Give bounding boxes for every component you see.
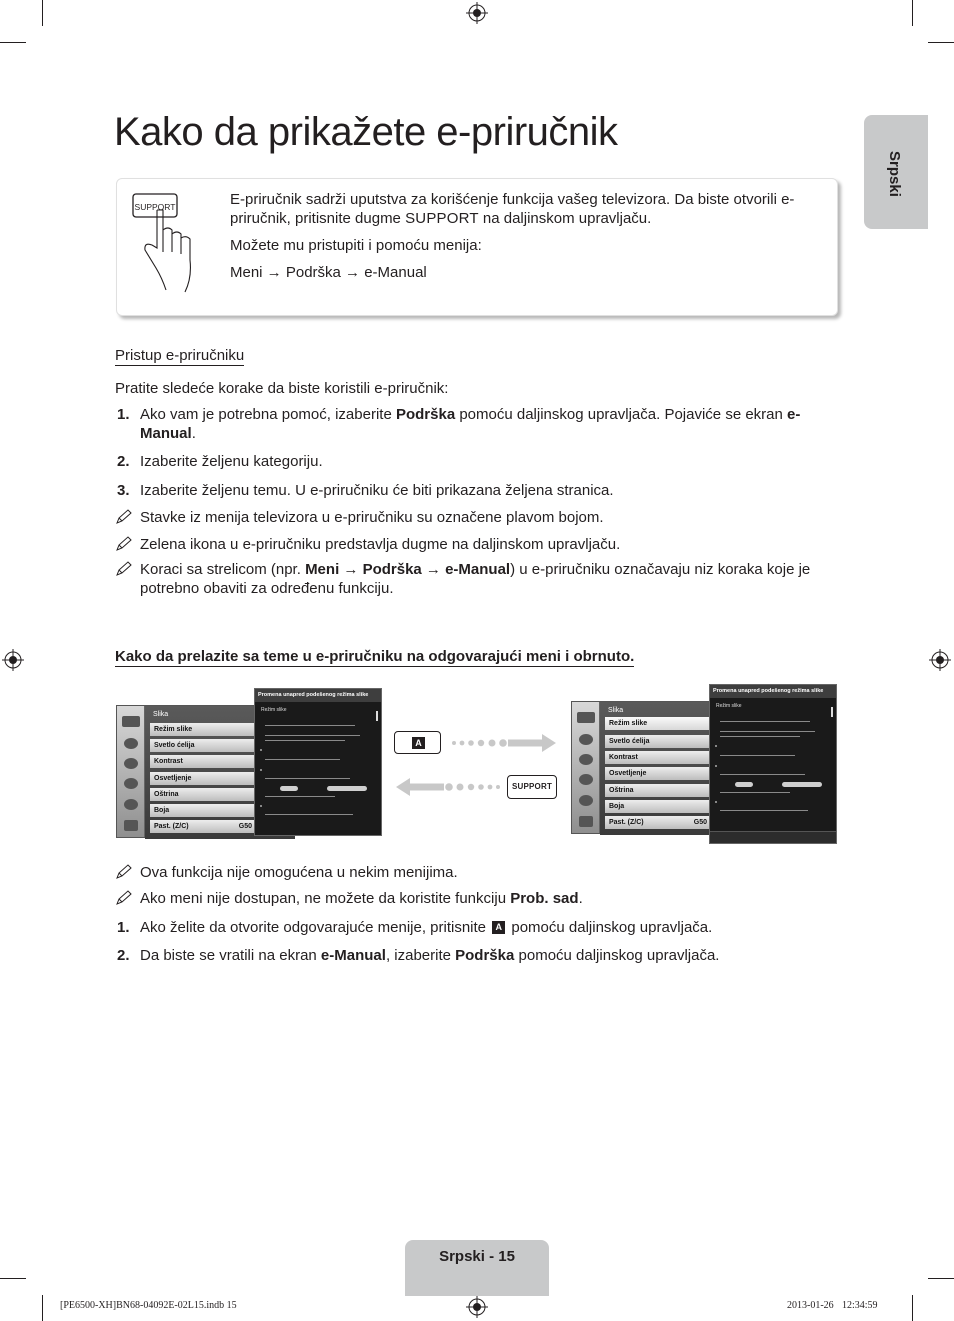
emanual-text-line	[265, 778, 350, 779]
emanual-text-line	[265, 814, 353, 815]
note-item	[115, 889, 815, 908]
system-gear-icon	[579, 795, 593, 806]
hand-pressing-support-icon	[130, 190, 210, 298]
step-text: Da biste se vratili na ekran	[140, 947, 321, 964]
picture-icon	[577, 712, 595, 723]
note-pencil-icon	[115, 560, 133, 578]
note-pencil-icon	[115, 863, 133, 881]
emanual-subtitle: Režim slike	[261, 707, 287, 713]
network-icon	[124, 778, 138, 789]
sound-icon	[579, 734, 593, 745]
page-number: Srpski - 15	[439, 1248, 515, 1265]
menu-item[interactable]: Režim slike	[150, 723, 258, 736]
emanual-text-line	[720, 731, 815, 732]
menu-item[interactable]: Oštrina	[150, 788, 258, 801]
menu-term: e-Manual	[320, 947, 386, 964]
support-key-label: SUPPORT	[134, 202, 176, 212]
intro-text-part: na daljinskom upravljaču.	[478, 210, 652, 227]
emanual-subtitle: Režim slike	[716, 703, 742, 709]
emanual-text-line	[265, 796, 335, 797]
intro-text	[230, 190, 830, 290]
menu-item[interactable]: Svetlo ćelija	[150, 739, 258, 752]
note-item	[115, 863, 815, 882]
emanual-bullet	[260, 769, 262, 771]
emanual-scrollbar[interactable]	[831, 707, 833, 717]
emanual-bullet	[260, 749, 262, 751]
emanual-link-pill[interactable]	[327, 786, 367, 791]
emanual-text-line	[720, 774, 805, 775]
menu-item[interactable]: Svetlo ćelija	[605, 735, 713, 748]
tv-sidebar	[572, 702, 600, 833]
picture-icon	[122, 716, 140, 727]
menu-item[interactable]: Osvetljenje	[150, 772, 258, 785]
menu-title: Slika	[153, 711, 169, 718]
crop-mark	[928, 1278, 954, 1279]
note-pencil-icon	[115, 535, 133, 553]
crop-mark	[42, 1295, 43, 1321]
menu-term: Podrška	[455, 947, 515, 964]
button-a-label: A	[412, 737, 425, 749]
menu-item-selected[interactable]: Režim slike	[605, 717, 713, 730]
intro-text-part: E-priručnik sadrži uputstva za korišćenje funkcija vašeg televizora. Da biste otvorili e-priručnik, pritisnite dugme	[230, 191, 795, 227]
emanual-text-line	[720, 810, 808, 811]
page-title: Kako da prikažete e-priručnik	[114, 110, 618, 154]
note-item	[115, 535, 815, 554]
crop-mark	[0, 42, 26, 43]
step-number: 1.	[117, 919, 130, 936]
menu-item[interactable]: Osvetljenje	[605, 767, 713, 780]
note-item	[115, 560, 815, 598]
note-text: Koraci sa strelicom (npr.	[140, 561, 306, 578]
menu-item[interactable]: Kontrast	[150, 755, 258, 768]
crop-mark	[928, 42, 954, 43]
a-key-icon: A	[492, 921, 505, 934]
emanual-text-line	[265, 725, 355, 726]
crop-mark	[912, 0, 913, 26]
note-text: Ako meni nije dostupan, ne možete da koristite funkciju	[140, 890, 511, 907]
registration-mark-icon	[929, 649, 951, 671]
intro-paragraph	[230, 190, 830, 228]
emanual-text-line	[720, 792, 790, 793]
note-text: Zelena ikona u e-priručniku predstavlja dugme na daljinskom upravljaču.	[140, 536, 621, 553]
step-text: , izaberite	[385, 947, 456, 964]
emanual-link-pill[interactable]	[782, 782, 822, 787]
menu-item[interactable]: Boja	[150, 804, 258, 817]
menu-item-label: Past. (Z/C)	[609, 819, 644, 826]
step-number: 1.	[117, 406, 130, 423]
step-text: Izaberite željenu kategoriju.	[140, 453, 323, 470]
step-text: pomoću daljinskog upravljača.	[514, 947, 720, 964]
sound-icon	[124, 738, 138, 749]
menu-term: Podrška	[395, 406, 456, 423]
menu-term: Meni → Podrška → e-Manual	[305, 561, 511, 578]
menu-item-label: Past. (Z/C)	[154, 823, 189, 830]
emanual-text-line	[265, 735, 360, 736]
registration-mark-icon	[2, 649, 24, 671]
emanual-link-pill[interactable]	[280, 786, 298, 791]
emanual-bullet	[715, 765, 717, 767]
print-date-info: 2013-01-26 12:34:59	[787, 1300, 878, 1311]
menu-item-value: G50	[693, 819, 707, 826]
footer-tab	[405, 1240, 549, 1296]
intro-paragraph: Možete mu pristupiti i pomoću menija:	[230, 237, 482, 254]
section-heading-access: Pristup e-priručniku	[115, 347, 245, 364]
step-text: pomoću daljinskog upravljača.	[507, 919, 713, 936]
section-heading-switch: Kako da prelazite sa teme u e-priručniku na odgovarajući meni i obrnuto.	[115, 648, 635, 665]
note-text: Ova funkcija nije omogućena u nekim menijima.	[140, 864, 458, 881]
step-text: pomoću daljinskog upravljača. Pojaviće se ekran	[455, 406, 788, 423]
menu-item[interactable]: Oštrina	[605, 784, 713, 797]
crop-mark	[0, 1278, 26, 1279]
step-number: 2.	[117, 947, 130, 964]
emanual-text-line	[720, 755, 795, 756]
button-a-key[interactable]	[394, 731, 441, 754]
emanual-bullet	[715, 801, 717, 803]
note-item	[115, 508, 815, 527]
emanual-header: Promena unapred podešenog režima slike	[710, 685, 836, 698]
menu-title: Slika	[608, 707, 624, 714]
broadcast-icon	[124, 758, 138, 769]
emanual-scrollbar[interactable]	[376, 711, 378, 721]
broadcast-icon	[579, 754, 593, 765]
access-step-1	[115, 405, 815, 443]
access-step-3	[115, 481, 815, 500]
support-book-icon	[124, 820, 138, 831]
emanual-text-line	[265, 740, 345, 741]
switch-step-2	[115, 946, 815, 965]
emanual-footer	[710, 831, 836, 843]
emanual-header: Promena unapred podešenog režima slike	[255, 689, 381, 702]
emanual-screen-left	[254, 688, 382, 836]
menu-item[interactable]: Boja	[605, 800, 713, 813]
emanual-text-line	[720, 721, 810, 722]
step-text: Izaberite željenu temu. U e-priručniku će biti prikazana željena stranica.	[140, 482, 614, 499]
menu-item-last[interactable]	[150, 820, 258, 833]
note-pencil-icon	[115, 889, 133, 907]
support-key-name: SUPPORT	[405, 210, 479, 227]
emanual-text-line	[720, 736, 800, 737]
network-icon	[579, 774, 593, 785]
menu-term: Prob. sad	[510, 890, 579, 907]
button-support-key[interactable]: SUPPORT	[507, 775, 557, 799]
switch-step-1	[115, 918, 815, 937]
language-tab-label: Srpski	[886, 151, 903, 197]
arrow-right-icon	[448, 733, 558, 753]
step-number: 2.	[117, 453, 130, 470]
print-file-info: [PE6500-XH]BN68-04092E-02L15.indb 15	[60, 1300, 237, 1311]
step-text: Ako želite da otvorite odgovarajuće menije, pritisnite	[140, 919, 491, 936]
crop-mark	[912, 1295, 913, 1321]
language-tab	[864, 115, 928, 229]
step-number: 3.	[117, 482, 130, 499]
access-step-2	[115, 452, 815, 471]
note-pencil-icon	[115, 508, 133, 526]
arrow-left-icon	[394, 777, 504, 797]
note-text: Stavke iz menija televizora u e-priručniku su označene plavom bojom.	[140, 509, 604, 526]
system-gear-icon	[124, 799, 138, 810]
emanual-bullet	[260, 805, 262, 807]
registration-mark-icon	[466, 2, 488, 24]
menu-item-last[interactable]	[605, 816, 713, 829]
emanual-screen-right	[709, 684, 837, 844]
access-lead: Pratite sledeće korake da biste koristili e-priručnik:	[115, 380, 449, 397]
menu-term: e-Manual	[140, 406, 801, 442]
support-book-icon	[579, 816, 593, 827]
registration-mark-icon	[466, 1296, 488, 1318]
step-text: .	[191, 425, 196, 442]
menu-path: Meni → Podrška → e-Manual	[230, 264, 427, 281]
crop-mark	[42, 0, 43, 26]
note-text: .	[578, 890, 583, 907]
menu-item-value: G50	[238, 823, 252, 830]
step-text: Ako vam je potrebna pomoć, izaberite	[140, 406, 396, 423]
note-text: ) u e-priručniku označavaju niz koraka koje je potrebno obaviti za određenu funkciju.	[140, 561, 811, 597]
tv-sidebar	[117, 706, 145, 837]
emanual-link-pill[interactable]	[735, 782, 753, 787]
emanual-text-line	[265, 759, 340, 760]
menu-item[interactable]: Kontrast	[605, 751, 713, 764]
emanual-bullet	[715, 745, 717, 747]
